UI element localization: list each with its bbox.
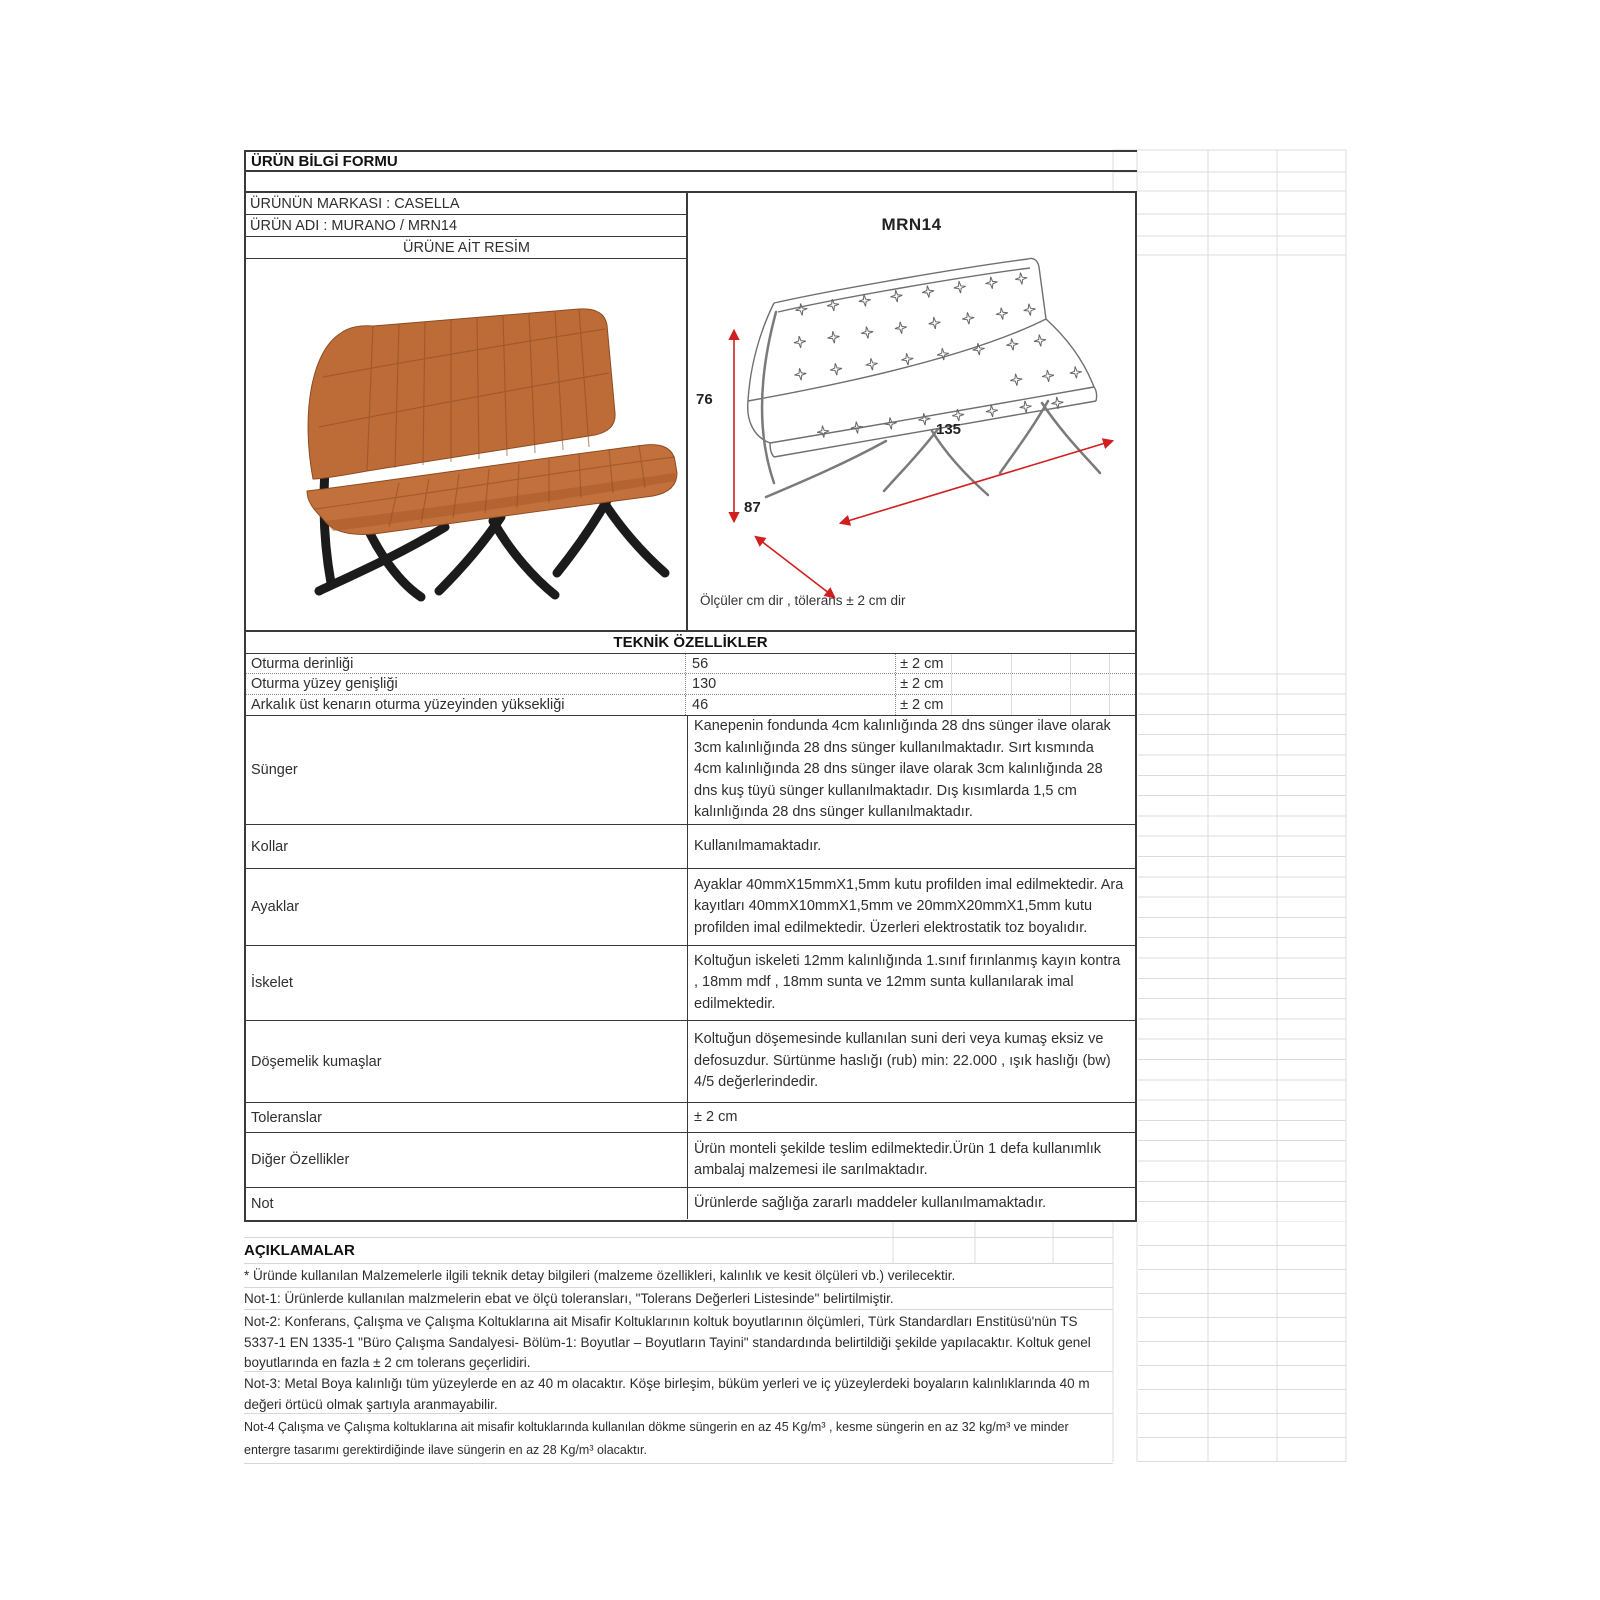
spec-value: 46 [686,695,896,715]
left-border-stub [244,172,246,191]
note-item: Not-4 Çalışma ve Çalışma koltuklarına ait misafir koltuklarında kullanılan dökme süngerin en az 45 Kg/m³ , kesme süngerin en az 32 kg/m³ ve minder entergre tasarımı gerektirdiğinde ilave süngerin en az 28 Kg/m³ olacaktır. [244,1414,1113,1464]
spec-text: Ürün monteli şekilde teslim edilmektedir.Ürün 1 defa kullanımlık ambalaj malzemesi ile sarılmaktadır. [694,1140,1101,1178]
product-name-text: ÜRÜN ADI : MURANO / MRN14 [250,217,458,234]
table-row [246,869,1135,946]
spec-tolerance: ± 2 cm [896,695,952,715]
note-item: * Üründe kullanılan Malzemelerle ilgili teknik detay bilgileri (malzeme özellikleri, kalınlık ve kesit ölçüleri vb.) verilecektir. [244,1264,1113,1288]
notes-spacer [244,1222,1113,1238]
table-row [246,674,1135,695]
spec-text: Koltuğun döşemesinde kullanılan suni deri veya kumaş eksiz ve defosuzdur. Sürtünme haslığı (rub) min: 22.000 , ışık haslığı (bw) 4/5 değerlerindedir. [694,1031,1111,1091]
product-name-row [246,215,687,237]
spec-label: Not [246,1188,688,1219]
notes-section [244,1222,1113,1464]
form-title-row [244,150,1137,172]
table-row [246,1188,1135,1219]
spec-text: Kullanılmamaktadır. [694,837,822,854]
table-row [246,825,1135,869]
technical-drawing [686,191,1137,632]
spec-label: Kollar [246,825,688,868]
table-row [246,1133,1135,1188]
spec-text: ± 2 cm [694,1108,738,1125]
brand-row [246,193,687,215]
grid-row-band-bottom [1138,1222,1346,1462]
spec-table [244,632,1137,1222]
spec-label: Döşemelik kumaşlar [246,1021,688,1102]
image-caption-row [246,237,687,258]
spec-text: Ürünlerde sağlığa zararlı maddeler kullanılmamaktadır. [694,1194,1047,1211]
table-row [246,946,1135,1021]
spec-label: Arkalık üst kenarın oturma yüzeyinden yüksekliği [246,695,686,715]
spec-text: Koltuğun iskeleti 12mm kalınlığında 1.sınıf fırınlanmış kayın kontra , 18mm mdf , 18mm sunta ve 12mm sunta kullanılarak imal edilmektedir. [694,952,1121,1012]
sofa-legs [762,312,1100,497]
sofa-outline [748,258,1097,457]
measure-tolerance-note: Ölçüler cm dir , tölerans ± 2 cm dir [700,593,906,608]
spec-label: Diğer Özellikler [246,1133,688,1187]
spec-text: Ayaklar 40mmX15mmX1,5mm kutu profilden imal edilmektedir. Ara kayıtları 40mmX10mmX1,5mm ve 20mmX20mmX1,5mm kutu profilden imal edilmektedir. Üzerleri elektrostatik toz boyalıdır. [694,876,1124,936]
grid-row-band-right [1138,654,1346,1222]
spec-table-title: TEKNİK ÖZELLİKLER [246,632,1135,654]
spec-label: Toleranslar [246,1103,688,1132]
dimension-depth: 87 [744,499,761,516]
spec-label: Ayaklar [246,869,688,945]
note-item: Not-2: Konferans, Çalışma ve Çalışma Koltuklarına ait Misafir Koltuklarının koltuk boyutlarının ölçümleri, Türk Standardları Enstitüsü'nün TS 5337-1 EN 1335-1 "Büro Çalışma Sandalyesi- Bölüm-1: Boyutlar – Boyutların Tayini" standardında belirtildiği şekilde yapılacaktır. Koltuk genel boyutlarında en fazla ± 2 cm tolerans geçerlidiri. [244,1310,1113,1372]
table-row [246,654,1135,674]
spec-value: 56 [686,654,896,673]
image-caption-text: ÜRÜNE AİT RESİM [402,239,531,256]
note-item: Not-1: Ürünlerde kullanılan malzmelerin ebat ve ölçü toleransları, "Tolerans Değerleri Listesinde" belirtilmiştir. [244,1288,1113,1310]
product-meta-box [244,191,687,260]
table-row [246,1103,1135,1133]
form-title: ÜRÜN BİLGİ FORMU [251,152,398,170]
spec-tolerance: ± 2 cm [896,674,952,694]
brand-text: ÜRÜNÜN MARKASI : CASELLA [250,195,460,212]
table-row [246,1021,1135,1103]
spec-value: 130 [686,674,896,694]
spec-text: Kanepenin fondunda 4cm kalınlığında 28 dns sünger ilave olarak 3cm kalınlığında 28 dns sünger kullanılmaktadır. Sırt kısmında 4cm kalınlığında 28 dns sünger ilave olarak 3cm kalınlığında 28 dns kuş tüyü sünger kullanılmaktadır. Dış kısımlarda 1,5 cm kalınlığında 28 dns sünger kullanılmaktadır. [694,718,1111,821]
dimension-width: 135 [936,421,962,438]
technical-drawing-box [686,191,1137,632]
model-code: MRN14 [881,215,942,234]
note-item: Not-3: Metal Boya kalınlığı tüm yüzeylerde en az 40 m olacaktır. Köşe birleşim, büküm yerleri ve iç yüzeylerdeki boyaların kalınlıklarında 40 m değeri örtücü olmak şartıyla aranmayabilir. [244,1372,1113,1414]
dimension-height: 76 [696,391,713,408]
notes-title: AÇIKLAMALAR [244,1238,1113,1264]
table-row [246,695,1135,716]
product-photo-box [244,259,687,632]
spec-label: Oturma derinliği [246,654,686,673]
spec-label: Oturma yüzey genişliği [246,674,686,694]
table-row [246,716,1135,825]
product-photo [249,295,685,605]
spec-label: İskelet [246,946,688,1020]
spec-label: Sünger [246,716,688,824]
dimension-arrows [734,331,1112,597]
spec-tolerance: ± 2 cm [896,654,952,673]
